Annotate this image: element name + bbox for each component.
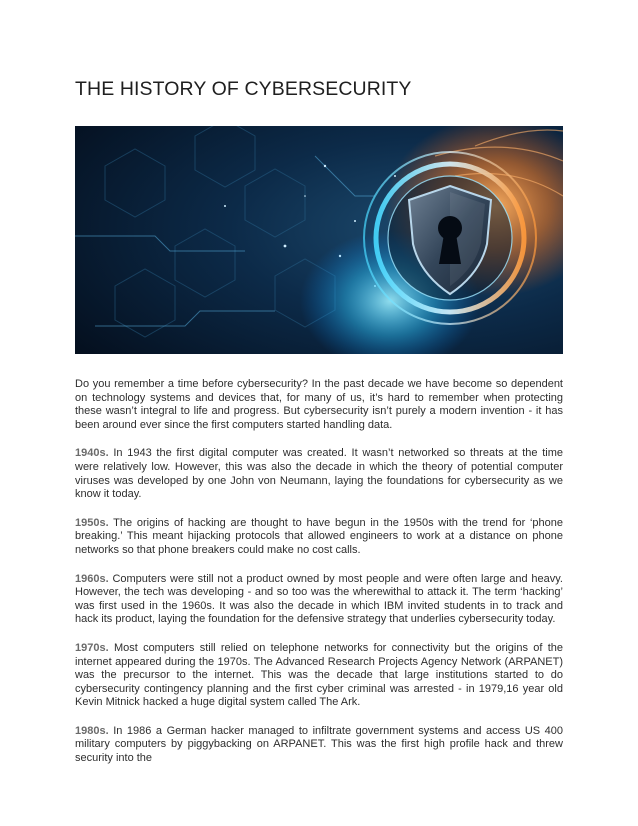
decade-heading: 1960s. xyxy=(75,572,109,585)
section-text: The origins of hacking are thought to have begun in the 1950s with the trend for ‘phone breaking.’ This meant hijacking protocols that allowed engineers to work at a distance on phone networks so that phone breakers could make no cost calls. xyxy=(75,516,563,556)
section-text: In 1986 a German hacker managed to infiltrate government systems and access US 400 military computers by piggybacking on ARPANET. This was the first high profile hack and threw security into the xyxy=(75,724,563,765)
section-1950s xyxy=(75,517,563,558)
section-1940s xyxy=(75,447,563,501)
section-1980s xyxy=(75,725,563,766)
section-1960s xyxy=(75,573,563,627)
section-text: Most computers still relied on telephone networks for connectivity but the origins of the internet appeared during the 1970s. The Advanced Research Projects Agency Network (ARPANET) was the precursor to the internet. This was the decade that large institutions started to do cybersecurity contingency planning and the first cyber criminal was arrested - in 1979,16 year old Kevin Mitnick hacked a huge digital system called The Ark. xyxy=(75,641,563,709)
page-title: THE HISTORY OF CYBERSECURITY xyxy=(75,78,412,100)
intro-paragraph: Do you remember a time before cybersecurity? In the past decade we have become so dependent on technology systems and devices that, for many of us, it’s hard to remember when protecting these wasn’t integral to life and progress. But cybersecurity isn’t purely a modern invention - it has been around ever since the first computers started handling data. xyxy=(75,378,563,431)
section-text: Computers were still not a product owned by most people and were often large and heavy. However, the tech was developing - and so too was the wherewithal to attack it. The term ‘hacking’ was first used in the 1960s. It was also the decade in which IBM invited students in to track and hack its product, laying the foundation for the defensive strategy that underlies cybersecurity today. xyxy=(75,572,563,626)
section-1970s xyxy=(75,642,563,710)
hero-image xyxy=(75,126,563,354)
decade-heading: 1980s. xyxy=(75,724,109,737)
article-body xyxy=(75,378,563,781)
decade-heading: 1940s. xyxy=(75,447,109,460)
decade-heading: 1970s. xyxy=(75,641,109,654)
decade-heading: 1950s. xyxy=(75,516,109,529)
cyber-shield-illustration xyxy=(75,126,563,354)
section-text: In 1943 the first digital computer was created. It wasn’t networked so threats at the time were relatively low. However, this was also the decade in which the theory of potential computer viruses was developed by one John von Neumann, laying the foundations for cybersecurity as we know it today. xyxy=(75,447,563,501)
